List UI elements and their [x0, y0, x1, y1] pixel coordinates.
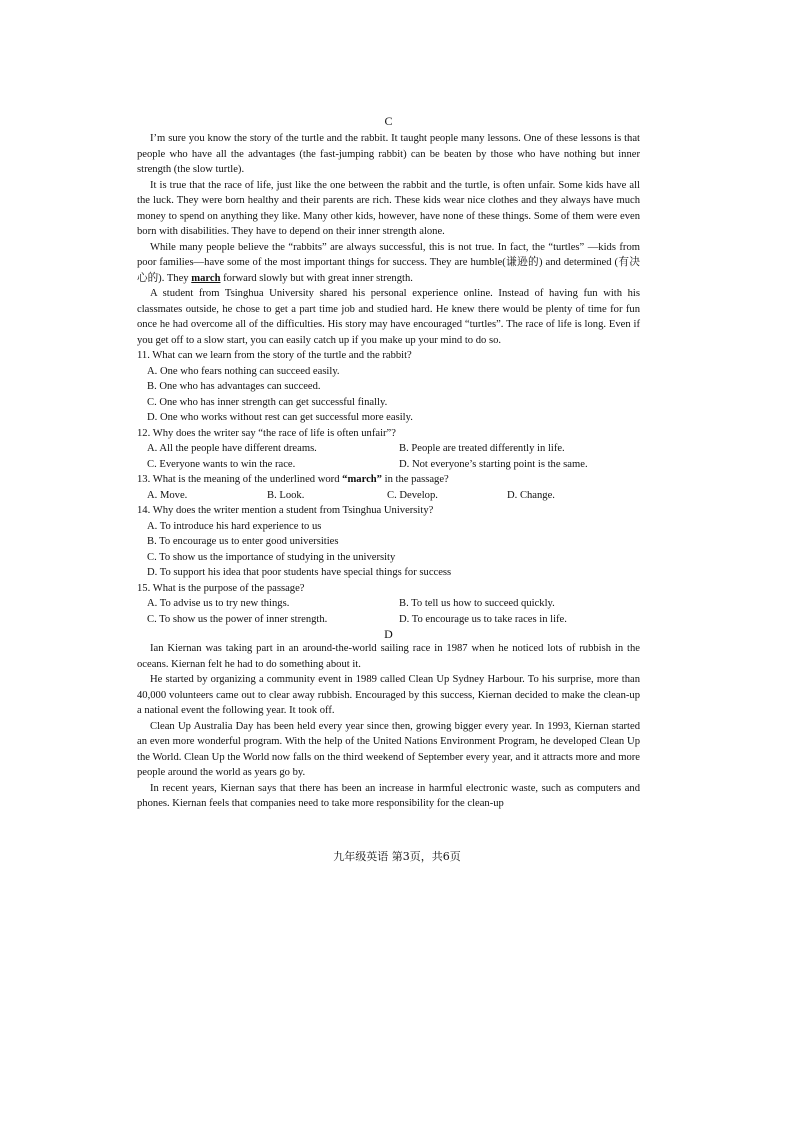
- question-15-options-row-2: [137, 612, 640, 628]
- question-11-option-b: B. One who has advantages can succeed.: [147, 381, 321, 392]
- question-13-option-b: B. Look.: [267, 489, 305, 501]
- question-14-stem: 14. Why does the writer mention a student from Tsinghua University?: [137, 505, 434, 516]
- question-15-options-row-1: [137, 596, 640, 612]
- question-13-option-c: C. Develop.: [387, 489, 438, 501]
- question-13-stem-after: in the passage?: [381, 474, 449, 485]
- question-13-keyword: “march”: [342, 474, 382, 485]
- page-content: [137, 113, 640, 812]
- question-12-stem: 12. Why does the writer say “the race of life is often unfair”?: [137, 427, 396, 439]
- section-d-paragraph-2: He started by organizing a community event in 1989 called Clean Up Sydney Harbour. To his surprise, more than 40,000 volunteers came out to clear away rubbish. Encouraged by this success, Kiernan decided to make the clean-up a national event the following year. It took off.: [137, 674, 640, 716]
- paragraph-3-text-after: forward slowly but with great inner strength.: [220, 272, 413, 284]
- question-12-option-c: C. Everyone wants to win the race.: [147, 458, 296, 470]
- question-12-options-row-2: [137, 457, 640, 473]
- question-13-option-a: A. Move.: [147, 489, 188, 501]
- question-15-option-d: D. To encourage us to take races in life.: [399, 613, 567, 625]
- section-c-paragraph-3: [137, 240, 640, 287]
- question-13-option-d: D. Change.: [507, 489, 555, 501]
- question-14-option-a: A. To introduce his hard experience to us: [147, 520, 322, 532]
- section-c-paragraph-1: I’m sure you know the story of the turtle and the rabbit. It taught people many lessons. One of these lessons is that people who have all the advantages (the fast-jumping rabbit) can be beaten by those who have nothing but inner strength (the slow turtle).: [137, 133, 640, 175]
- section-d-title: D: [384, 627, 393, 641]
- question-15-stem: 15. What is the purpose of the passage?: [137, 582, 305, 594]
- underlined-word-march: march: [191, 272, 221, 284]
- section-c-title: C: [384, 114, 393, 128]
- question-15-option-a: A. To advise us to try new things.: [147, 598, 290, 609]
- question-12-options-row-1: [137, 441, 640, 457]
- question-11-option-d: D. One who works without rest can get successful more easily.: [147, 412, 413, 423]
- page-footer: 九年级英语 第3页，共6页: [333, 850, 461, 863]
- question-12-option-b: B. People are treated differently in life.: [399, 443, 565, 454]
- paragraph-3-text-before: While many people believe the “rabbits” are always successful, this is not true. In fact, the “turtles” —kids from poor families—have some of the most important things for success. They are humble(谦逊的) and determined (有决心的). They: [137, 241, 640, 284]
- question-14-option-b: B. To encourage us to enter good universities: [147, 536, 339, 547]
- question-11-stem: 11. What can we learn from the story of the turtle and the rabbit?: [137, 350, 412, 361]
- section-d-paragraph-4: In recent years, Kiernan says that there has been an increase in harmful electronic waste, such as computers and phones. Kiernan feels that companies need to take more responsibility for the clean-up: [137, 782, 640, 809]
- question-11-option-a: A. One who fears nothing can succeed easily.: [147, 365, 340, 377]
- section-c-paragraph-4: A student from Tsinghua University shared his personal experience online. Instead of having fun with his classmates outside, he chose to get a part time job and studied hard. He knew there would be plenty of time for fun once he had overcome all of the difficulties. His story may have encouraged “turtles”. The race of life is long. Even if you get off to a slow start, you can easily catch up if you make up your mind to do so.: [137, 288, 640, 346]
- question-12-option-a: A. All the people have different dreams.: [147, 443, 317, 454]
- question-12-option-d: D. Not everyone’s starting point is the same.: [399, 458, 588, 470]
- question-15-option-b: B. To tell us how to succeed quickly.: [399, 598, 555, 609]
- question-13-stem: [137, 472, 640, 488]
- section-c-paragraph-2: It is true that the race of life, just like the one between the rabbit and the turtle, is often unfair. Some kids have all the luck. They were born healthy and their parents are rich. These kids wear nice clothes and they always have much money to spend on anything they like. Many other kids, however, have none of these things. Some of them were even born with disabilities. They have to depend on their inner strength alone.: [137, 179, 640, 237]
- question-14-option-c: C. To show us the importance of studying in the university: [147, 551, 396, 563]
- question-14-option-d: D. To support his idea that poor students have special things for success: [147, 567, 452, 578]
- section-d-paragraph-3: Clean Up Australia Day has been held every year since then, growing bigger every year. In 1993, Kiernan started an even more wonderful program. With the help of the United Nations Environment Program, he developed Clean Up the World. Clean Up the World now falls on the third weekend of September every year, and it attracts more and more people around the world as years go by.: [137, 720, 640, 778]
- question-15-option-c: C. To show us the power of inner strength.: [147, 613, 328, 625]
- question-11-option-c: C. One who has inner strength can get successful finally.: [147, 396, 388, 408]
- question-13-stem-before: 13. What is the meaning of the underlined word: [137, 474, 343, 485]
- question-13-options-row: [137, 488, 640, 504]
- section-d-paragraph-1: Ian Kiernan was taking part in an around-the-world sailing race in 1987 when he noticed lots of rubbish in the oceans. Kiernan felt he had to do something about it.: [137, 643, 640, 670]
